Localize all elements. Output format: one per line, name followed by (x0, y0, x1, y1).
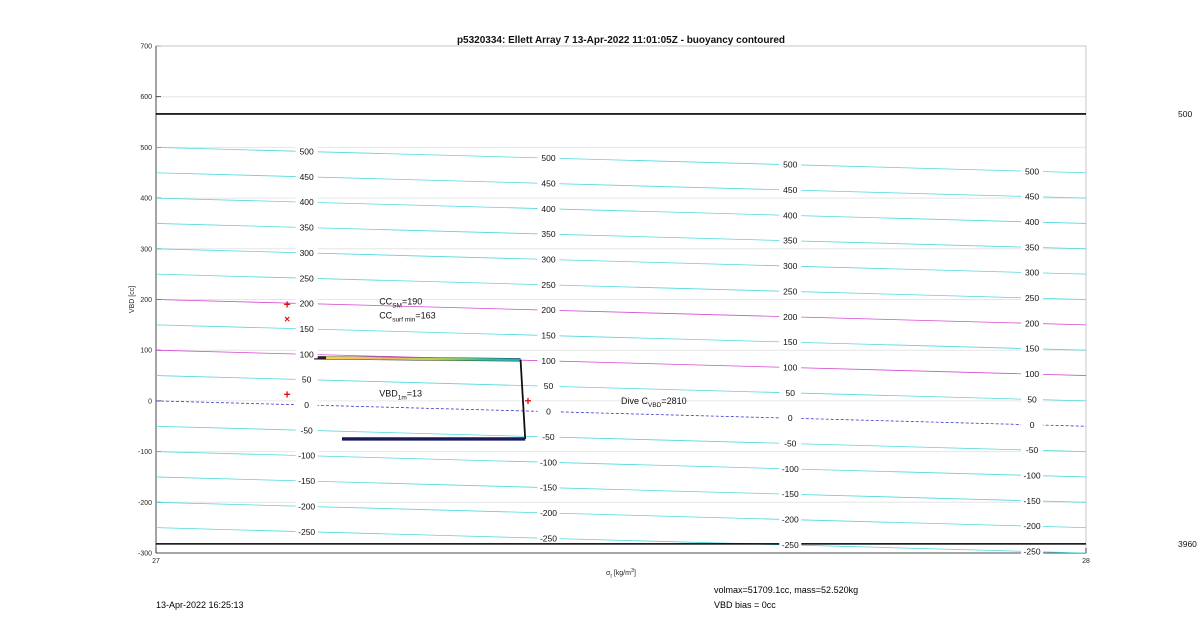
contour-label: -50 (300, 425, 313, 436)
y-tick-label: -200 (137, 499, 152, 507)
marker-point: + (283, 387, 291, 402)
x-tick-label: 27 (152, 558, 160, 565)
contour-label: 300 (541, 254, 556, 265)
plot-axes (138, 44, 1090, 566)
contour-label: 200 (1024, 318, 1040, 329)
annotation-label: Dive $C_{VBD}=2810$ (621, 395, 687, 409)
contour-line (156, 350, 1086, 375)
dive-trace (314, 358, 525, 439)
contour-label: 400 (1024, 216, 1040, 227)
contour-line (156, 477, 1086, 502)
contour-label: 500 (783, 159, 798, 170)
contour-label: 100 (1024, 369, 1040, 380)
contour-labels (296, 147, 1043, 557)
y-tick-label: 500 (140, 144, 152, 152)
y-tick-label: -300 (137, 550, 152, 558)
annotation-label: $CC_{surf min}=163$ (379, 310, 436, 324)
contour-label: 0 (546, 406, 551, 417)
contour-line (156, 274, 1086, 299)
contour-label: 0 (1029, 419, 1035, 430)
contour-label: 0 (304, 400, 310, 411)
contour-line (156, 223, 1086, 248)
annotation-label: $VBD_{1m}=13$ (379, 388, 423, 402)
contour-label: 350 (783, 235, 798, 246)
marker-point: + (524, 393, 532, 408)
contour-label: -250 (1023, 546, 1041, 557)
contour-label: 50 (543, 381, 554, 392)
contour-line (156, 173, 1086, 198)
chart-text (129, 35, 785, 580)
contour-label: 200 (299, 298, 314, 309)
y-axis-label: VBD [cc] (129, 285, 136, 314)
marker-point: × (284, 314, 291, 326)
contour-label: -100 (298, 450, 316, 461)
contour-label: 300 (1024, 267, 1040, 278)
contour-label: 450 (541, 178, 556, 189)
contour-label: 250 (299, 273, 314, 284)
contour-label: -50 (542, 431, 555, 442)
contour-label: 300 (299, 247, 314, 258)
y-tick-label: -100 (137, 449, 152, 457)
contour-label: 250 (1024, 293, 1040, 304)
contour-label: 150 (299, 323, 314, 334)
limit-right-label: 500 (1178, 108, 1193, 119)
contour-label: 450 (299, 171, 314, 182)
contour-label: 100 (299, 349, 314, 360)
contour-label: -200 (1023, 521, 1041, 532)
timestamp-stamp: 13-Apr-2022 16:25:13 (156, 600, 244, 610)
contour-label: -250 (298, 526, 316, 537)
y-tick-label: 100 (140, 347, 152, 355)
contour-label: 150 (541, 330, 556, 341)
chart-title: p5320334: Ellett Array 7 13-Apr-2022 11:01:05Z - buoyancy contoured (456, 35, 786, 46)
contour-label: -250 (539, 533, 557, 544)
contour-label: -50 (784, 438, 797, 449)
contour-label: 50 (785, 387, 795, 398)
contour-label: 250 (541, 279, 556, 290)
contour-line (156, 528, 1086, 553)
contour-line (156, 147, 1086, 172)
contour-label: -150 (298, 476, 316, 487)
marker-point: + (283, 297, 291, 312)
contour-label: 200 (541, 305, 556, 316)
volmax-info: volmax=51709.1cc, mass=52.520kg (714, 585, 859, 595)
contour-label: 400 (783, 210, 798, 221)
contour-label: -100 (1023, 470, 1041, 481)
contour-label: 200 (783, 311, 798, 322)
contour-line (156, 325, 1086, 350)
y-tick-label: 700 (140, 43, 152, 51)
y-tick-label: 400 (140, 195, 152, 203)
contour-label: 450 (1024, 191, 1040, 202)
contour-label: 450 (783, 185, 798, 196)
contour-label: 350 (299, 222, 314, 233)
x-axis-label: $\sigma_t$ $[kg/m^3]$ (606, 568, 636, 580)
contour-label: -200 (539, 507, 557, 518)
contour-label: -150 (781, 489, 799, 500)
contour-label: 500 (541, 153, 556, 164)
contour-label: 50 (301, 374, 312, 385)
contour-label: 300 (783, 261, 798, 272)
annotation-label: $CC_{SM}=190$ (379, 296, 423, 310)
contour-line (156, 502, 1086, 527)
contour-label: 0 (787, 413, 793, 424)
contour-label: 350 (1024, 242, 1040, 253)
contour-line (156, 198, 1086, 223)
y-tick-label: 200 (140, 297, 152, 304)
contour-label: -100 (539, 457, 557, 468)
vbd-bias-info: VBD bias = 0cc (714, 600, 776, 610)
contour-label: 150 (1024, 343, 1040, 354)
contour-label: 250 (783, 286, 798, 297)
contour-label: 350 (541, 229, 556, 240)
contour-label: 50 (1027, 394, 1037, 405)
contour-label: -100 (781, 463, 799, 474)
contour-label: -250 (781, 539, 799, 550)
y-tick-label: 600 (140, 94, 152, 102)
contour-label: -150 (539, 482, 557, 493)
contour-label: -200 (781, 514, 799, 525)
contour-line (156, 452, 1086, 477)
limit-right-label: 3960 (1178, 538, 1197, 549)
y-tick-label: 0 (148, 398, 152, 406)
y-tick-label: 300 (140, 246, 152, 254)
contour-label: 100 (783, 362, 798, 373)
contour-label: 150 (783, 337, 798, 348)
contour-label: -200 (298, 501, 316, 512)
contour-label: 400 (541, 203, 556, 214)
contour-label: -50 (1025, 445, 1039, 456)
contour-line (156, 249, 1086, 274)
contour-label: 500 (299, 146, 314, 157)
contour-label: 100 (541, 355, 556, 366)
contour-line (156, 426, 1086, 451)
contour-label: 500 (1024, 166, 1040, 177)
contour-label: -150 (1023, 495, 1041, 506)
x-tick-label: 28 (1082, 558, 1090, 565)
contour-label: 400 (299, 197, 314, 208)
